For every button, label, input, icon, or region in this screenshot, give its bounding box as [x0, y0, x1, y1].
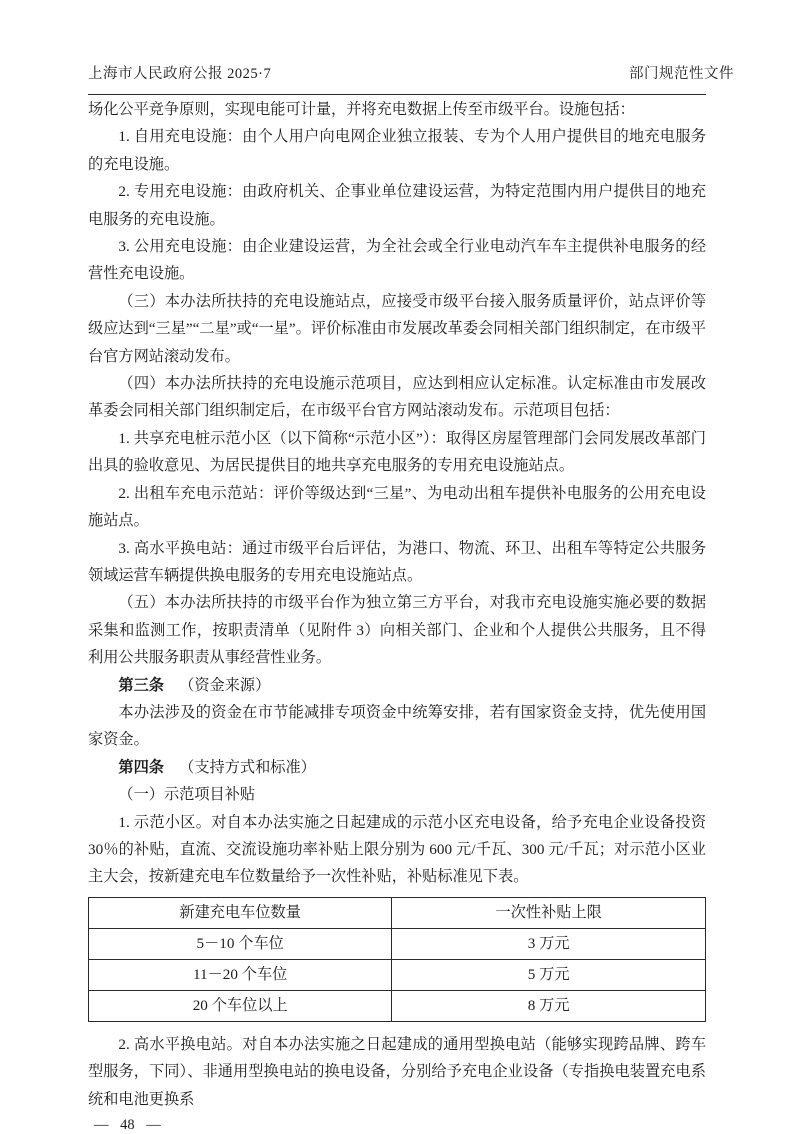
page-number: — 48 — — [94, 1117, 161, 1133]
gazette-title: 上海市人民政府公报 2025·7 — [88, 66, 272, 82]
table-cell: 20 个车位以上 — [89, 990, 392, 1021]
body-paragraph: 本办法涉及的资金在市节能减排专项资金中统筹安排，若有国家资金支持，优先使用国家资金。 — [88, 703, 706, 749]
body-paragraph: （一）示范项目补贴 — [118, 786, 256, 804]
body-paragraph: 1. 示范小区。对自本办法实施之日起建成的示范小区充电设备，给予充电企业设备投资 30％的补贴，直流、交流设施功率补贴上限分别为 600 元/千瓦、300 元/千瓦；对示范小区业主大会，按新建充电车位数量给予一次性补贴，补贴标准见下表。 — [88, 813, 706, 886]
body-paragraph: 3. 公用充电设施：由企业建设运营，为全社会或全行业电动汽车车主提供补电服务的经营性充电设施。 — [88, 238, 706, 283]
body-paragraph: 2. 专用充电设施：由政府机关、企事业单位建设运营，为特定范围内用户提供目的地充电服务的充电设施。 — [88, 183, 706, 228]
article-number: 第三条 — [118, 676, 164, 694]
body-paragraph: 3. 高水平换电站：通过市级平台后评估，为港口、物流、环卫、出租车等特定公共服务领域运营车辆提供换电服务的专用充电设施站点。 — [88, 539, 706, 584]
body-paragraph: 2. 出租车充电示范站：评价等级达到“三星”、为电动出租车提供补电服务的公用充电设施站点。 — [88, 484, 706, 530]
table-row — [89, 959, 706, 990]
body-paragraph: （四）本办法所扶持的充电设施示范项目，应达到相应认定标准。认定标准由市发展改革委会同相关部门组织制定后，在市级平台官方网站滚动发布。示范项目包括： — [88, 375, 706, 420]
table-header-cell: 一次性补贴上限 — [392, 897, 706, 928]
body-paragraph: 1. 共享充电桩示范小区（以下简称“示范小区”）：取得区房屋管理部门会同发展改革部门出具的验收意见、为居民提供目的地共享充电服务的专用充电设施站点。 — [88, 429, 706, 475]
table-row — [89, 990, 706, 1021]
article-title: （资金来源） — [179, 676, 271, 694]
document-body — [88, 96, 706, 1113]
body-paragraph: 1. 自用充电设施：由个人用户向电网企业独立报装、专为个人用户提供目的地充电服务的充电设施。 — [88, 128, 706, 173]
section-label: 部门规范性文件 — [629, 66, 734, 82]
article-title: （支持方式和标准） — [179, 758, 316, 776]
table-cell: 11－20 个车位 — [89, 959, 392, 990]
page-header — [88, 62, 734, 95]
table-row — [89, 928, 706, 959]
table-cell: 8 万元 — [392, 990, 706, 1021]
table-cell: 5 万元 — [392, 959, 706, 990]
article-heading — [88, 672, 706, 699]
table-header-row — [89, 897, 706, 928]
body-paragraph: 2. 高水平换电站。对自本办法实施之日起建成的通用型换电站（能够实现跨品牌、跨车型服务，下同）、非通用型换电站的换电设备，分别给予充电企业设备（专指换电装置充电系统和电池更换系 — [88, 1035, 706, 1108]
subsidy-table — [88, 897, 706, 1022]
body-paragraph: （三）本办法所扶持的充电设施站点，应接受市级平台接入服务质量评价，站点评价等级应达到“三星”“二星”或“一星”。评价标准由市发展改革委会同相关部门组织制定，在市级平台官方网站滚动发布。 — [88, 292, 706, 365]
table-cell: 5－10 个车位 — [89, 928, 392, 959]
body-paragraph: （五）本办法所扶持的市级平台作为独立第三方平台，对我市充电设施实施必要的数据采集和监测工作，按职责清单（见附件 3）向相关部门、企业和个人提供公共服务，且不得利用公共服务职责从事经营性业务。 — [88, 594, 706, 667]
article-number: 第四条 — [118, 758, 164, 776]
table-cell: 3 万元 — [392, 928, 706, 959]
article-heading — [88, 754, 706, 781]
body-paragraph: 场化公平竞争原则，实现电能可计量，并将充电数据上传至市级平台。设施包括： — [88, 101, 635, 118]
table-header-cell: 新建充电车位数量 — [89, 897, 392, 928]
